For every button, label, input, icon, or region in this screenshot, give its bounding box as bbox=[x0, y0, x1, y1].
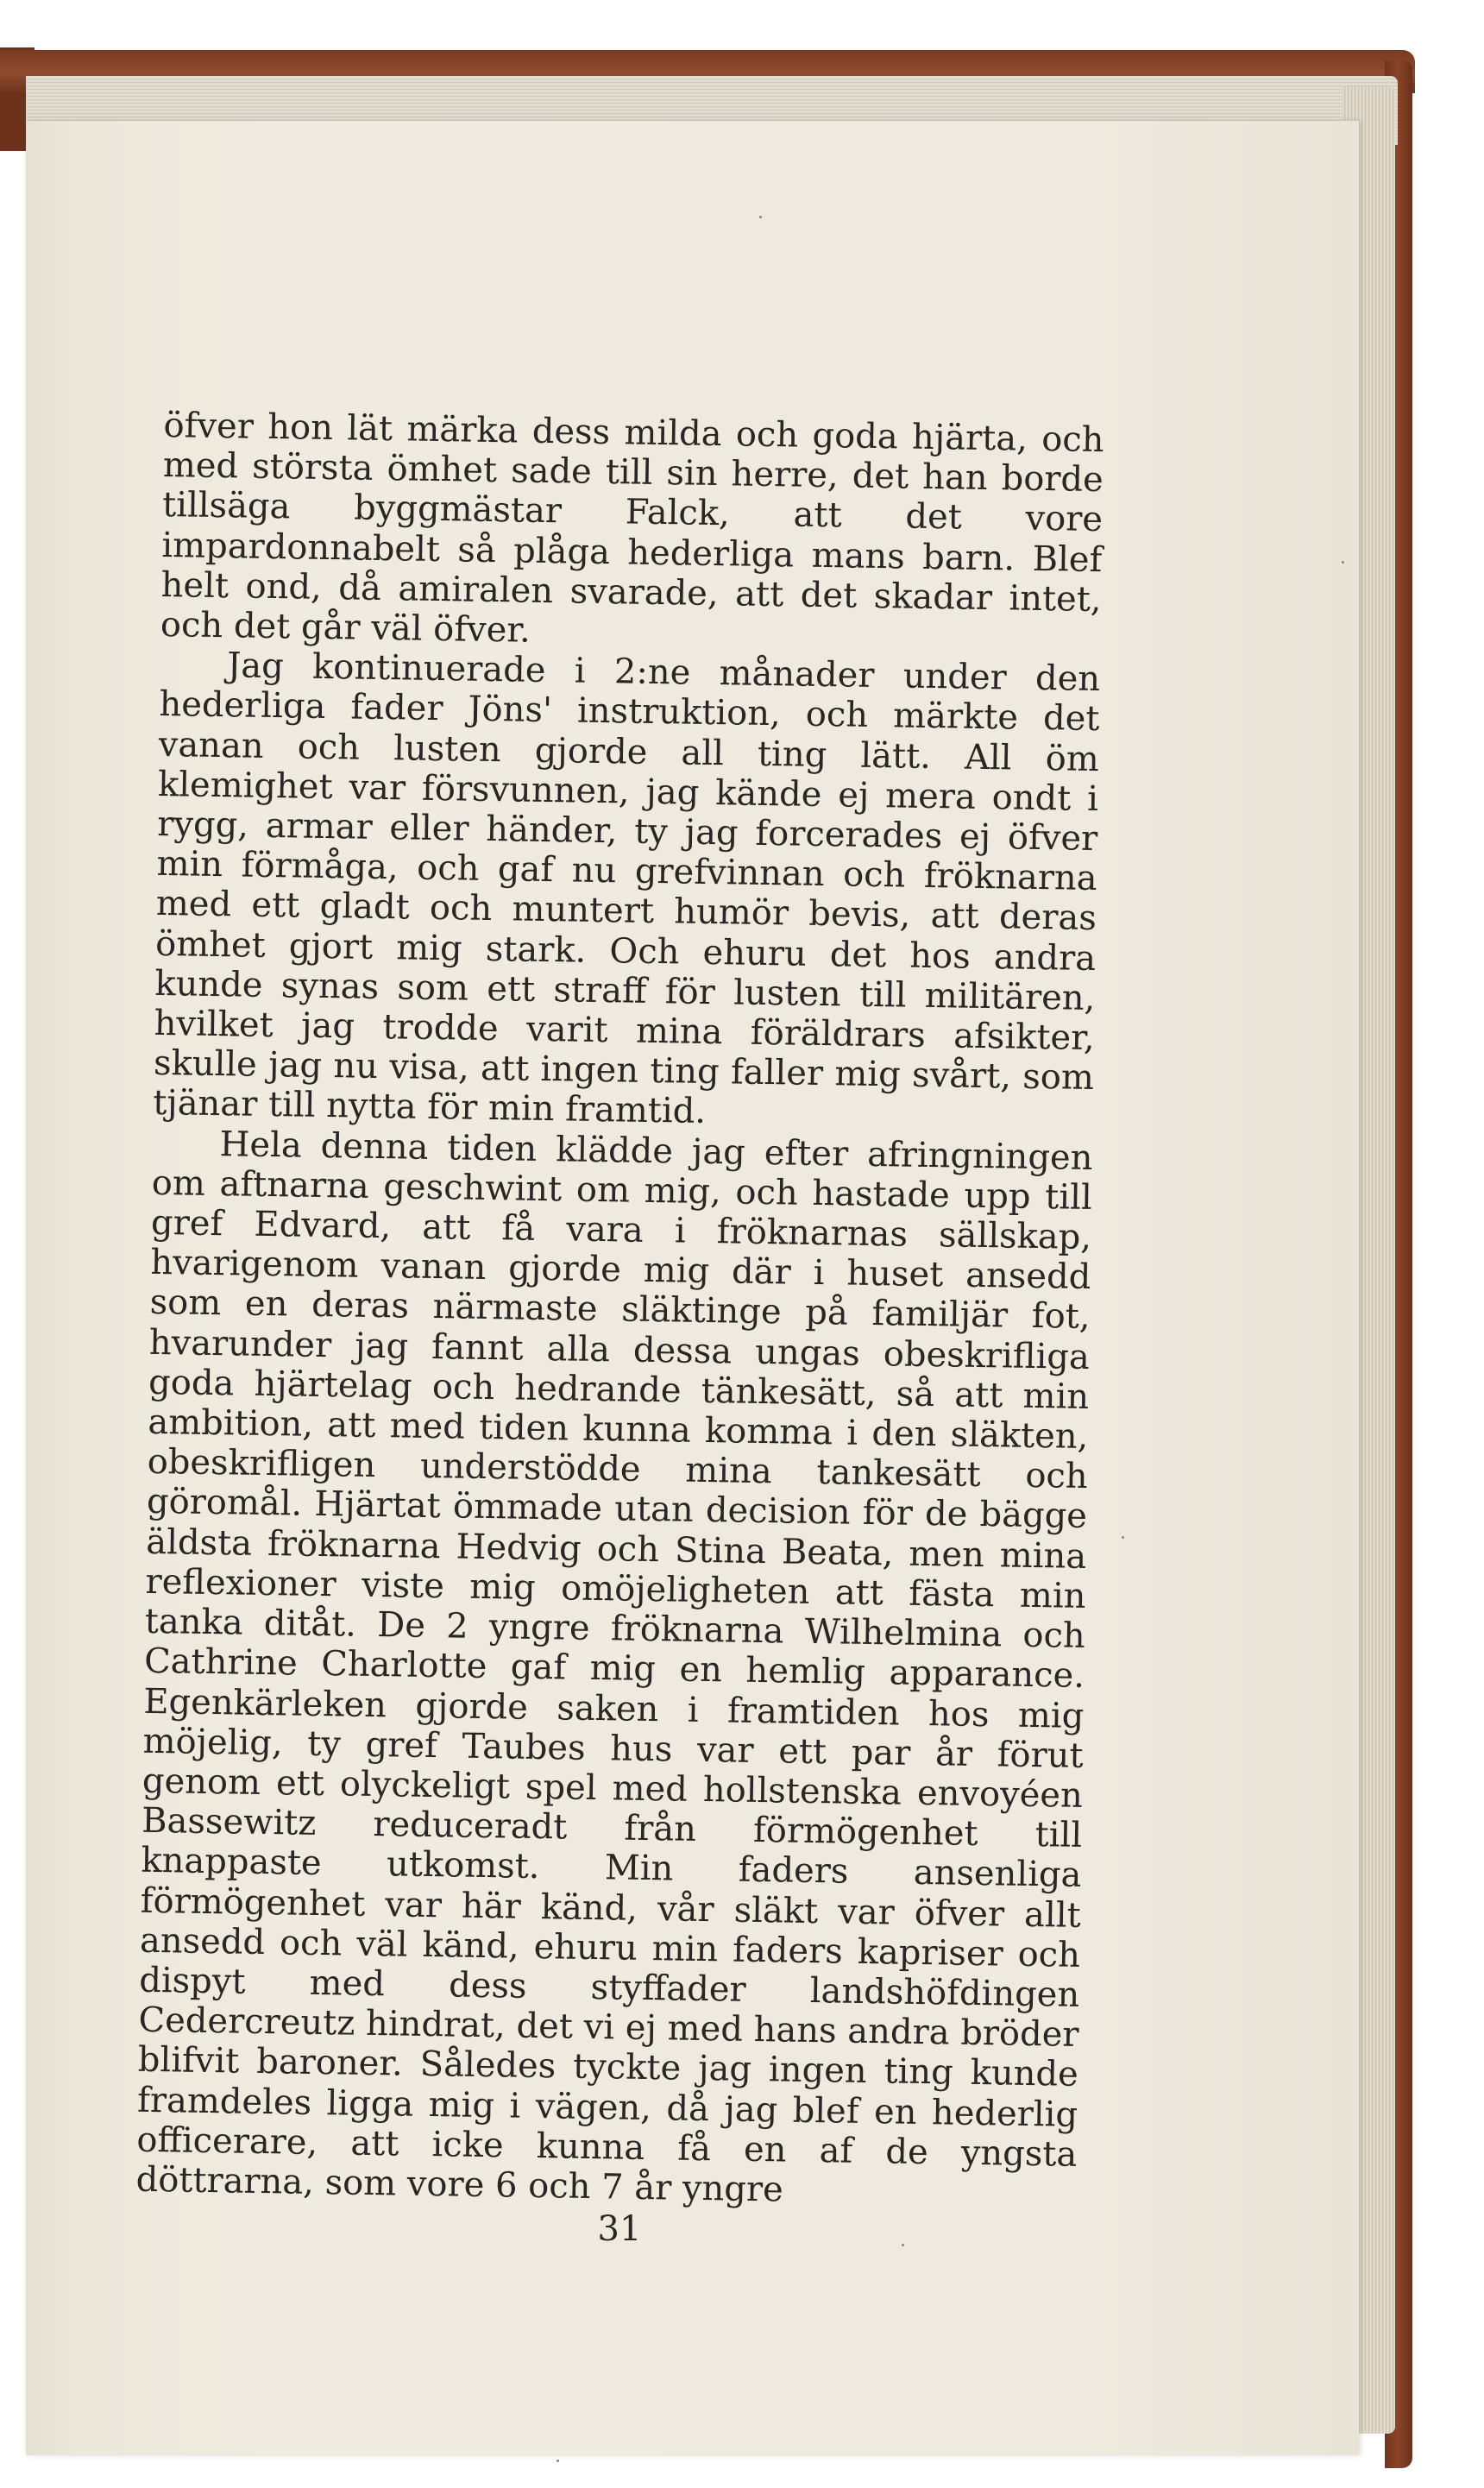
paper-speck bbox=[1342, 561, 1344, 564]
body-text bbox=[135, 406, 1104, 2214]
paragraph-3: Hela denna tiden klädde jag efter afringningen om aftnarna geschwint om mig, och hastade upp till gref Edvard, att få vara i fröknarnas sällskap, hvarigenom vanan gjorde mig där i huset ansedd som en deras närmaste släktinge på familjär fot, hvarunder jag fannt alla dessa ungas obeskrifliga goda hjärtelag och hedrande tänkesätt, så att min ambition, att med tiden kunna komma i den släkten, obeskrifligen understödde mina tankesätt och göromål. Hjärtat ömmade utan decision för de bägge äldsta fröknarna Hedvig och Stina Beata, men mina reflexioner viste mig omöjeligheten att fästa min tanka ditåt. De 2 yngre fröknarna Wilhelmina och Cathrine Charlotte gaf mig en hemlig apparance. Egenkärleken gjorde saken i framtiden hos mig möjelig, ty gref Taubes hus var ett par år förut genom ett olyckeligt spel med hollstenska envoyéen Bassewitz reduceradt från förmögenhet till knappaste utkomst. Min faders ansenliga förmögenhet var här känd, vår släkt var öfver allt ansedd och väl känd, ehuru min faders kapriser och dispyt med dess styffader landshöfdingen Cedercreutz hindrat, det vi ej med hans andra bröder blifvit baroner. Således tyckte jag ingen ting kunde framdeles ligga mig i vägen, då jag blef en hederlig officerare, att icke kunna få en af de yngsta döttrarna, som vore 6 och 7 år yngre bbox=[135, 1124, 1093, 2210]
paragraph-2: Jag kontinuerade i 2:ne månader under den hederliga fader Jöns' instruktion, och märkte det vanan och lusten gjorde all ting lätt. All öm klemighet var försvunnen, jag kände ej mera ondt i rygg, armar eller händer, ty jag forcerades ej öfver min förmåga, och gaf nu grefvinnan och fröknarna med ett gladt och muntert humör bevis, att deras ömhet gjort mig stark. Och ehuru det hos andra kunde synas som ett straff för lusten till militären, hvilket jag trodde varit mina föräldrars afsikter, skulle jag nu visa, att ingen ting faller mig svårt, som tjänar till nytta för min framtid. bbox=[152, 646, 1101, 1132]
paper-speck bbox=[759, 216, 762, 218]
paragraph-1: öfver hon lät märka dess milda och goda hjärta, och med största ömhet sade till sin herre, det han borde tillsäga byggmästar Falck, att det vore impardonnabelt så plåga hederliga mans barn. Blef helt ond, då amiralen svarade, att det skadar intet, och det går väl öfver. bbox=[160, 406, 1104, 651]
page-number: 31 bbox=[597, 2209, 642, 2249]
paper-speck bbox=[902, 2244, 904, 2246]
paper-speck bbox=[556, 2460, 559, 2462]
paper-speck bbox=[1122, 1536, 1124, 1539]
